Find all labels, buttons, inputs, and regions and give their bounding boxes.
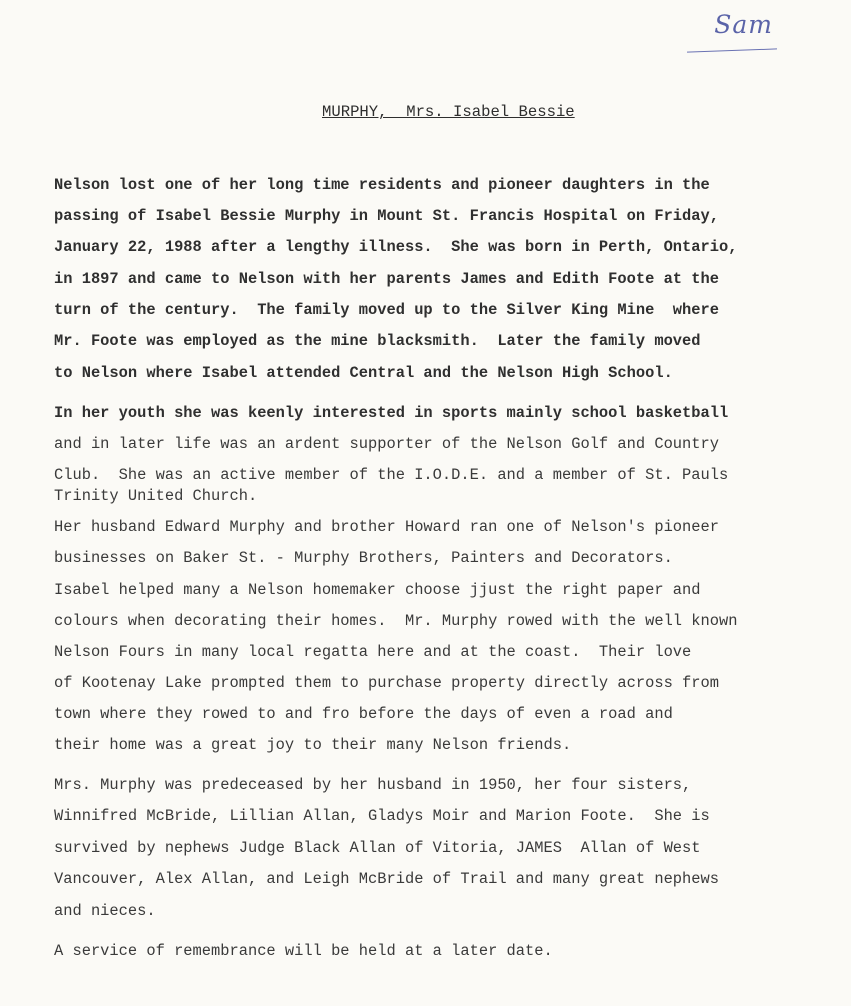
- text-line: Vancouver, Alex Allan, and Leigh McBride of Trail and many great nephews: [54, 870, 719, 888]
- text-line: A service of remembrance will be held at a later date.: [54, 942, 553, 960]
- note-underline: [687, 48, 777, 52]
- text-line: to Nelson where Isabel attended Central and the Nelson High School.: [54, 364, 673, 382]
- text-line: town where they rowed to and fro before the days of even a road and: [54, 705, 673, 723]
- text-line: colours when decorating their homes. Mr. Murphy rowed with the well known: [54, 612, 738, 630]
- text-line: and nieces.: [54, 902, 156, 920]
- text-line: Winnifred McBride, Lillian Allan, Gladys Moir and Marion Foote. She is: [54, 807, 710, 825]
- text-line: survived by nephews Judge Black Allan of Vitoria, JAMES Allan of West: [54, 839, 701, 857]
- text-line: Mr. Foote was employed as the mine blacksmith. Later the family moved: [54, 332, 701, 350]
- text-line: businesses on Baker St. - Murphy Brothers, Painters and Decorators.: [54, 549, 673, 567]
- text-line: and in later life was an ardent supporter of the Nelson Golf and Country: [54, 435, 719, 453]
- text-line: January 22, 1988 after a lengthy illness. She was born in Perth, Ontario,: [54, 238, 738, 256]
- text-line: Nelson lost one of her long time residents and pioneer daughters in the: [54, 176, 710, 194]
- text-line: passing of Isabel Bessie Murphy in Mount St. Francis Hospital on Friday,: [54, 207, 719, 225]
- text-line: Isabel helped many a Nelson homemaker choose jjust the right paper and: [54, 581, 701, 599]
- text-line: Nelson Fours in many local regatta here and at the coast. Their love: [54, 643, 692, 661]
- text-line: In her youth she was keenly interested in sports mainly school basketball: [54, 404, 729, 422]
- text-line: Trinity United Church.: [54, 487, 258, 505]
- text-line: of Kootenay Lake prompted them to purchase property directly across from: [54, 674, 719, 692]
- text-line: Club. She was an active member of the I.O.D.E. and a member of St. Pauls: [54, 466, 729, 484]
- text-line: their home was a great joy to their many Nelson friends.: [54, 736, 572, 754]
- text-line: in 1897 and came to Nelson with her parents James and Edith Foote at the: [54, 270, 719, 288]
- text-line: Mrs. Murphy was predeceased by her husband in 1950, her four sisters,: [54, 776, 692, 794]
- text-line: turn of the century. The family moved up to the Silver King Mine where: [54, 301, 719, 319]
- handwritten-note: Sam: [714, 10, 773, 39]
- text-line: Her husband Edward Murphy and brother Howard ran one of Nelson's pioneer: [54, 518, 719, 536]
- page-title: MURPHY, Mrs. Isabel Bessie: [322, 103, 575, 121]
